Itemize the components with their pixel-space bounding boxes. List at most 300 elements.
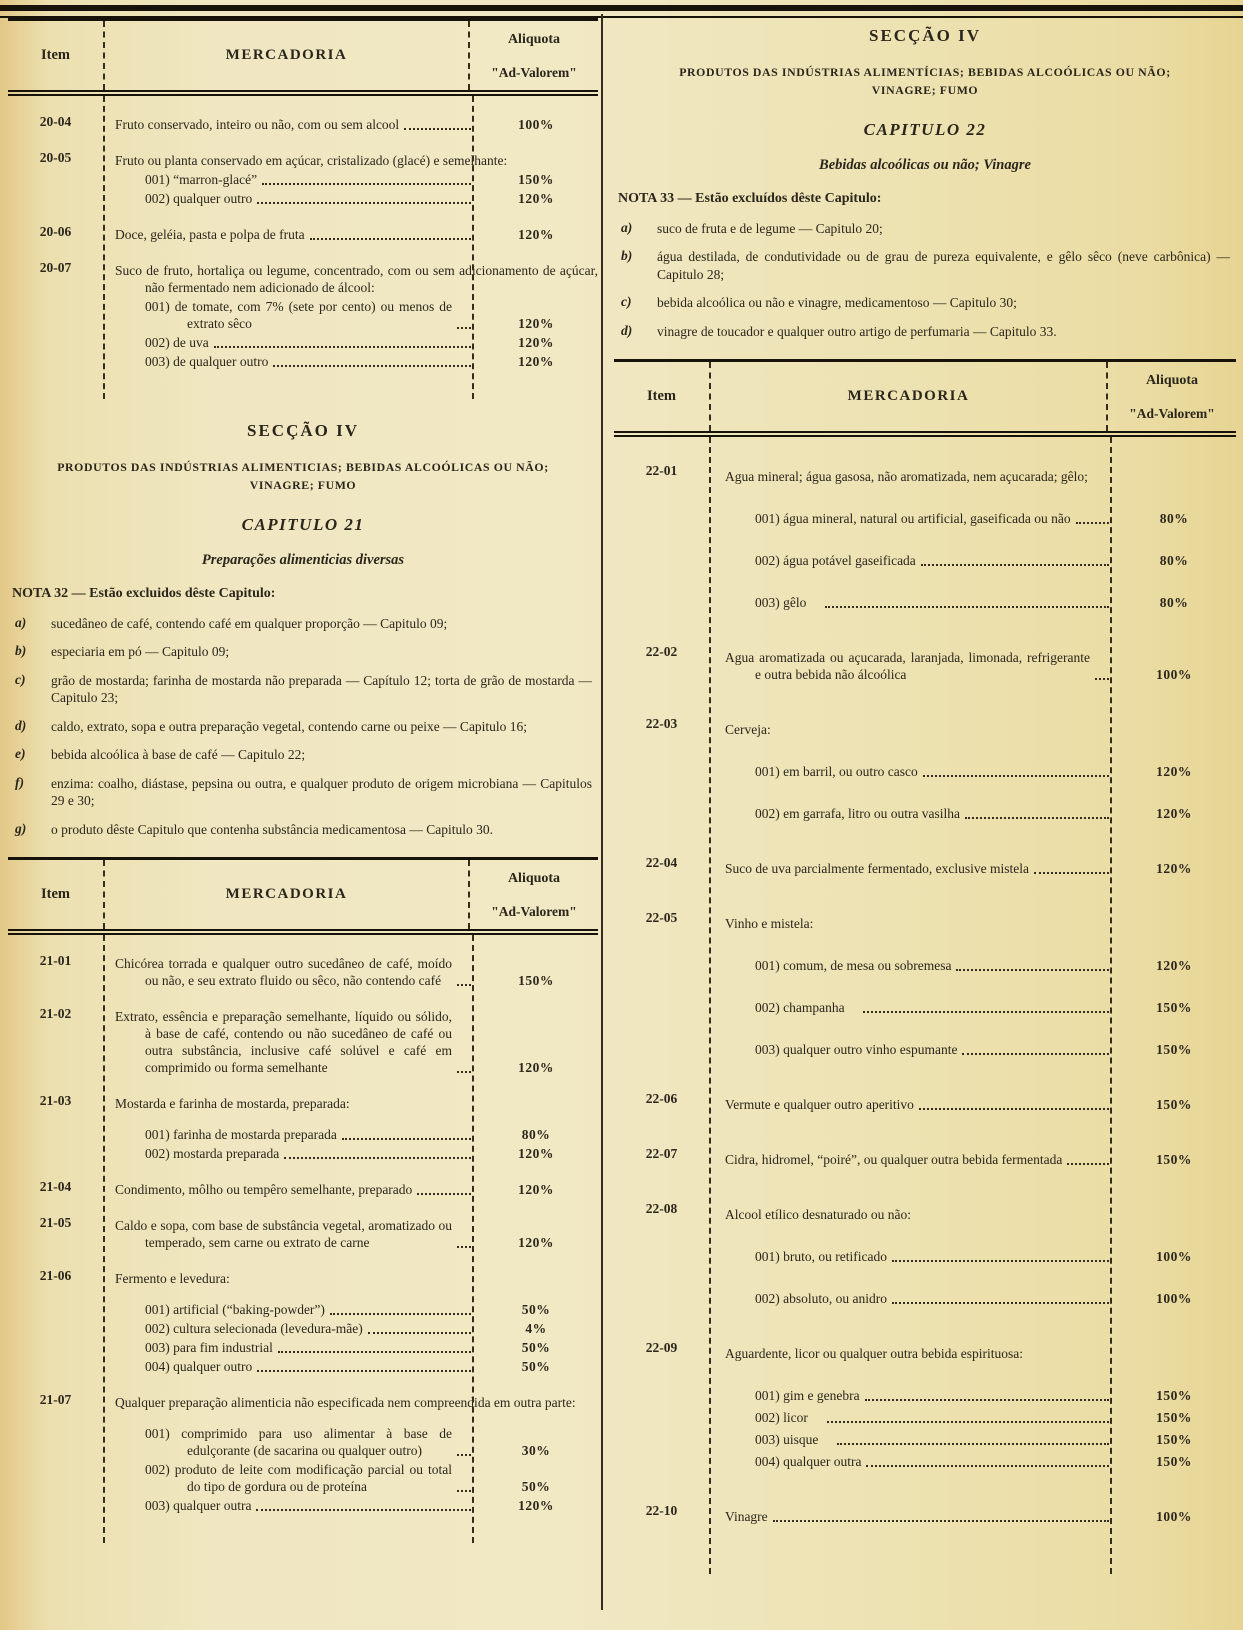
row-content (709, 644, 1236, 683)
column-divider-rule (601, 14, 603, 1610)
description-text: Fruto ou planta conservado em açúcar, cristalizado (glacé) e semelhante: (115, 153, 508, 168)
rate-value: 100% (518, 117, 554, 132)
table-row (8, 150, 598, 207)
rate-header-line1: Aliquota (507, 871, 561, 887)
table-column-rule (709, 437, 711, 1574)
sub-item (115, 1461, 598, 1495)
note-label: d) (621, 322, 633, 338)
table-column-rule (103, 935, 105, 1543)
rate-value: 80% (1159, 553, 1189, 569)
section-subtitle-line2: VINAGRE; FUMO (871, 83, 979, 98)
description-line (115, 1339, 474, 1356)
left-column (8, 18, 598, 1543)
description-text: 002) cultura selecionada (levedura-mãe) (145, 1321, 363, 1337)
description-line (115, 152, 598, 169)
description-text: 003) gêlo (755, 595, 807, 611)
item-code: 22-02 (645, 644, 678, 660)
dotted-leader (368, 1332, 471, 1334)
note-heading: NOTA 33 — Estão excluídos dêste Capitulo: (618, 190, 882, 206)
sub-item (725, 763, 1236, 780)
rate-value: 120% (518, 1182, 554, 1198)
rate-value: 30% (521, 1443, 551, 1459)
note-item (12, 643, 594, 661)
sub-item (725, 552, 1236, 569)
description-text: Suco de uva parcialmente fermentado, exclusive mistela (725, 861, 1030, 877)
merchandise-description (725, 468, 1236, 485)
rate-value: 50% (521, 1302, 551, 1318)
table-header-row (8, 860, 598, 935)
note-item (12, 672, 594, 707)
item-code: 22-09 (645, 1340, 678, 1356)
dotted-leader (1067, 1163, 1109, 1165)
description-text: 002) licor (755, 1410, 808, 1426)
description-text: 003) qualquer outro vinho espumante (755, 1042, 958, 1058)
section-subtitle (12, 458, 594, 495)
row-content (709, 716, 1236, 822)
sub-item (725, 1248, 1236, 1265)
sub-item (725, 1387, 1236, 1404)
dotted-leader (956, 969, 1109, 971)
note-label: a) (621, 219, 633, 235)
description-text: 003) de qualquer outro (145, 354, 269, 369)
rate-value: 100% (1156, 1249, 1192, 1265)
table-row (8, 1093, 598, 1162)
merchandise-description (115, 226, 598, 243)
description-text: Condimento, môlho ou tempêro semelhante, preparado (115, 1182, 413, 1198)
dotted-leader (404, 128, 471, 130)
table-header-row (8, 21, 598, 96)
note-text: vinagre de toucador e qualquer outro artigo de perfumaria — Capitulo 33. (657, 323, 1057, 339)
dotted-leader (262, 183, 471, 185)
sub-item (115, 1126, 598, 1143)
table-row (614, 1146, 1236, 1168)
rate-value: 120% (518, 191, 554, 206)
description-text: Mostarda e farinha de mostarda, preparada: (115, 1096, 350, 1112)
sub-item (115, 190, 598, 207)
chapter-title: CAPITULO 21 (241, 514, 365, 534)
description-text: 004) qualquer outra (755, 1454, 862, 1470)
dotted-leader (310, 238, 471, 240)
description-line (115, 1497, 474, 1514)
sub-item (115, 1301, 598, 1318)
description-line (115, 298, 474, 332)
description-text: 002) absoluto, ou anidro (755, 1291, 887, 1307)
sub-item (115, 1339, 598, 1356)
note-text: enzima: coalho, diástase, pepsina ou outra, e qualquer produto de origem microbiana — Capitulos 29 e 30; (51, 775, 592, 809)
description-text: 002) mostarda preparada (145, 1146, 280, 1162)
merchandise-description (725, 1096, 1236, 1113)
rate-header-line2: "Ad-Valorem" (491, 904, 577, 920)
dotted-leader (457, 327, 471, 329)
sub-item (725, 999, 1236, 1016)
description-line (115, 1095, 598, 1112)
dotted-leader (257, 1370, 471, 1372)
description-text: 001) bruto, ou retificado (755, 1249, 887, 1265)
merchandise-description (725, 915, 1236, 932)
section-heading-chapter-22 (614, 20, 1236, 359)
sub-item (115, 353, 598, 370)
tariff-table-chapter-20 (8, 18, 598, 399)
rate-value: 120% (518, 1498, 554, 1514)
description-line (725, 1409, 1112, 1426)
sub-item (115, 1497, 598, 1514)
dotted-leader (825, 606, 1109, 608)
sub-item (725, 1453, 1236, 1470)
rate-value: 80% (1159, 511, 1189, 527)
rate-value: 150% (1156, 1152, 1192, 1168)
table-column-rule (1110, 437, 1112, 1574)
merchandise-description (725, 721, 1236, 738)
item-code: 22-10 (645, 1503, 678, 1519)
merchandise-description (115, 1095, 598, 1112)
note-label: c) (15, 671, 26, 687)
table-row (8, 260, 598, 370)
chapter-subtitle: Bebidas alcoólicas ou não; Vinagre (819, 156, 1031, 173)
item-code: 22-08 (645, 1201, 678, 1217)
table-row (8, 1215, 598, 1251)
rate-value: 120% (518, 1060, 554, 1076)
section-title: SECÇÃO IV (869, 26, 981, 45)
merchandise-description (115, 955, 598, 989)
description-text: Cerveja: (725, 722, 771, 738)
merchandise-description (725, 860, 1236, 877)
rate-value: 120% (518, 1146, 554, 1162)
description-line (725, 1096, 1112, 1113)
section-heading-chapter-21 (8, 399, 598, 857)
item-code: 21-02 (39, 1006, 72, 1022)
rate-value: 120% (518, 354, 554, 369)
description-line (115, 226, 474, 243)
row-content (709, 910, 1236, 1058)
description-text: 003) para fim industrial (145, 1340, 273, 1356)
sub-item (725, 1409, 1236, 1426)
rate-value: 120% (1156, 861, 1192, 877)
dotted-leader (1095, 678, 1109, 680)
row-content (709, 1503, 1236, 1525)
dotted-leader (457, 1246, 471, 1248)
dotted-leader (457, 1071, 471, 1073)
rate-value: 120% (1156, 806, 1192, 822)
column-header-rate (470, 21, 598, 90)
description-text: Qualquer preparação alimenticia não especificada nem compreendida em outra parte: (115, 1395, 576, 1411)
rate-value: 150% (1156, 1410, 1192, 1426)
sub-item (115, 1320, 598, 1337)
sub-item (115, 171, 598, 188)
note-item (618, 294, 1232, 312)
rate-value: 120% (518, 227, 554, 242)
rate-value: 100% (1156, 1291, 1192, 1307)
section-title: SECÇÃO IV (247, 421, 359, 440)
rate-value: 150% (1156, 1432, 1192, 1448)
table-row (8, 1006, 598, 1076)
chapter-title: CAPITULO 22 (863, 119, 987, 139)
description-text: Chicórea torrada e qualquer outro sucedâneo de café, moído ou não, e seu extrato fluido ou sêco, não contendo café (115, 956, 452, 989)
note-label: g) (15, 820, 27, 836)
merchandise-description (115, 1008, 598, 1076)
merchandise-description (725, 1345, 1236, 1362)
item-code: 22-07 (645, 1146, 678, 1162)
description-text: 001) água mineral, natural ou artificial, gaseificada ou não (755, 511, 1071, 527)
dotted-leader (962, 1053, 1109, 1055)
description-text: 002) produto de leite com modificação parcial ou total do tipo de gordura ou de proteína (145, 1462, 452, 1495)
description-line (725, 1206, 1236, 1223)
description-line (115, 171, 474, 188)
item-code: 22-03 (645, 716, 678, 732)
row-content (709, 855, 1236, 877)
item-code: 21-01 (39, 953, 72, 969)
tariff-table-chapter-22 (614, 359, 1236, 1574)
description-line (725, 805, 1112, 822)
row-content (103, 1215, 598, 1251)
column-header-item: Item (41, 47, 70, 63)
table-row (614, 1340, 1236, 1470)
description-text: 001) farinha de mostarda preparada (145, 1127, 337, 1143)
row-content (709, 1091, 1236, 1113)
rate-header-line1: Aliquota (507, 32, 561, 47)
dotted-leader (457, 984, 471, 986)
description-line (115, 353, 474, 370)
description-line (115, 1181, 474, 1198)
row-content (103, 114, 598, 133)
note-item (618, 323, 1232, 341)
dotted-leader (273, 365, 471, 367)
description-line (725, 1453, 1112, 1470)
dotted-leader (837, 1443, 1109, 1445)
merchandise-description (725, 1206, 1236, 1223)
item-code: 22-01 (645, 463, 678, 479)
section-subtitle (618, 63, 1232, 100)
row-content (709, 1201, 1236, 1307)
sub-item (725, 594, 1236, 611)
note-text: bebida alcoólica ou não e vinagre, medicamentoso — Capitulo 30; (657, 295, 1017, 311)
merchandise-description (115, 1217, 598, 1251)
description-line (725, 763, 1112, 780)
description-line (115, 1126, 474, 1143)
column-header-rate (470, 860, 598, 929)
row-content (103, 953, 598, 989)
rate-value: 80% (1159, 595, 1189, 611)
table-row (8, 1268, 598, 1375)
description-line (115, 334, 474, 351)
description-text: 002) qualquer outro (145, 191, 253, 206)
description-text: Suco de fruto, hortaliça ou legume, concentrado, com ou sem adicionamento de açúcar, não fermentado nem adicionado de álcool: (115, 263, 598, 295)
dotted-leader (257, 202, 471, 204)
dotted-leader (892, 1302, 1109, 1304)
rate-value: 120% (1156, 764, 1192, 780)
description-text: Agua mineral; água gasosa, não aromatizada, nem açucarada; gêlo; (725, 469, 1088, 485)
item-code: 20-05 (39, 150, 72, 165)
note-list (618, 220, 1232, 341)
description-line (725, 1248, 1112, 1265)
note-text: o produto dêste Capitulo que contenha substância medicamentosa — Capitulo 30. (51, 821, 494, 837)
note-label: c) (621, 294, 632, 310)
dotted-leader (330, 1313, 471, 1315)
section-subtitle-line1: PRODUTOS DAS INDÚSTRIAS ALIMENTICIAS; BEBIDAS ALCOÓLICAS OU NÃO; (57, 460, 549, 474)
table-row (614, 463, 1236, 611)
note-label: b) (621, 248, 633, 264)
description-line (725, 510, 1112, 527)
row-content (103, 224, 598, 243)
row-content (103, 1179, 598, 1198)
note-item (12, 821, 594, 839)
item-code: 21-04 (39, 1179, 72, 1195)
description-line (115, 1394, 598, 1411)
rate-value: 150% (1156, 1097, 1192, 1113)
description-line (115, 1217, 474, 1251)
rate-value: 80% (521, 1127, 551, 1143)
dotted-leader (457, 1454, 471, 1456)
note-item (618, 248, 1232, 283)
table-row (614, 855, 1236, 877)
description-text: 001) de tomate, com 7% (sete por cento) ou menos de extrato sêco (145, 299, 452, 331)
description-text: Fermento e levedura: (115, 1271, 230, 1287)
merchandise-description (115, 116, 598, 133)
rate-value: 120% (518, 1235, 554, 1251)
rate-header-line2: "Ad-Valorem" (1129, 406, 1215, 422)
description-line (725, 860, 1112, 877)
item-code: 21-07 (39, 1392, 72, 1408)
description-text: 002) de uva (145, 335, 209, 350)
description-text: Caldo e sopa, com base de substância vegetal, aromatizado ou temperado, sem carne ou extrato de carne (115, 1218, 452, 1251)
row-content (709, 1340, 1236, 1470)
rate-value: 120% (518, 316, 554, 331)
description-line (115, 1425, 474, 1459)
merchandise-description (115, 152, 598, 169)
item-code: 22-04 (645, 855, 678, 871)
dotted-leader (1034, 872, 1109, 874)
sub-item (115, 1358, 598, 1375)
section-subtitle-line2: VINAGRE; FUMO (249, 478, 357, 493)
description-text: Doce, geléia, pasta e polpa de fruta (115, 227, 305, 242)
description-text: 001) em barril, ou outro casco (755, 764, 918, 780)
column-header-merchandise: MERCADORIA (103, 21, 470, 90)
description-line (725, 957, 1112, 974)
description-text: 004) qualquer outro (145, 1359, 253, 1375)
merchandise-description (725, 649, 1236, 683)
sub-item (725, 957, 1236, 974)
item-code: 21-05 (39, 1215, 72, 1231)
description-line (115, 190, 474, 207)
description-text: 002) água potável gaseificada (755, 553, 916, 569)
description-line (725, 1290, 1112, 1307)
description-line (115, 955, 474, 989)
table-row (614, 644, 1236, 683)
dotted-leader (923, 775, 1109, 777)
description-line (725, 721, 1236, 738)
description-text: Vinho e mistela: (725, 916, 814, 932)
dotted-leader (214, 346, 471, 348)
table-row (614, 1091, 1236, 1113)
description-text: Fruto conservado, inteiro ou não, com ou sem alcool (115, 117, 400, 132)
table-column-rule (103, 96, 105, 399)
note-item (12, 615, 594, 633)
description-line (115, 1358, 474, 1375)
description-text: 001) comum, de mesa ou sobremesa (755, 958, 952, 974)
rate-header-line2: "Ad-Valorem" (491, 65, 577, 80)
table-column-rule (472, 935, 474, 1543)
item-code: 20-04 (39, 114, 72, 129)
description-line (725, 999, 1112, 1016)
column-header-item: Item (41, 886, 70, 903)
rate-header-line1: Aliquota (1145, 373, 1199, 389)
table-row (8, 1392, 598, 1514)
rate-value: 150% (1156, 1000, 1192, 1016)
dotted-leader (284, 1157, 471, 1159)
description-line (725, 915, 1236, 932)
column-header-item: Item (647, 388, 676, 405)
dotted-leader (863, 1011, 1109, 1013)
rate-value: 150% (518, 973, 554, 989)
note-label: b) (15, 643, 27, 659)
dotted-leader (417, 1193, 471, 1195)
description-line (115, 1320, 474, 1337)
tariff-table-chapter-21 (8, 857, 598, 1543)
description-line (115, 262, 598, 296)
description-text: Agua aromatizada ou açucarada, laranjada, limonada, refrigerante e outra bebida não álcoólica (725, 650, 1090, 683)
dotted-leader (919, 1108, 1109, 1110)
note-heading: NOTA 32 — Estão excluidos dêste Capitulo: (12, 585, 276, 601)
note-label: e) (15, 746, 26, 762)
description-line (725, 1387, 1112, 1404)
merchandise-description (115, 1181, 598, 1198)
description-line (115, 1270, 598, 1287)
note-list (12, 615, 594, 839)
description-line (115, 1145, 474, 1162)
right-column (614, 20, 1236, 1574)
description-text: 001) comprimido para uso alimentar à base de edulçorante (de sacarina ou qualquer outro) (145, 1426, 452, 1459)
rate-value: 150% (518, 172, 554, 187)
row-content (103, 1268, 598, 1375)
note-label: f) (15, 774, 24, 790)
dotted-leader (965, 817, 1109, 819)
table-row (8, 1179, 598, 1198)
description-text: Vermute e qualquer outro aperitivo (725, 1097, 914, 1113)
rate-value: 100% (1156, 667, 1192, 683)
item-code: 21-06 (39, 1268, 72, 1284)
description-line (115, 116, 474, 133)
note-item (12, 775, 594, 810)
merchandise-description (725, 1151, 1236, 1168)
table-row (614, 716, 1236, 822)
description-line (115, 1008, 474, 1076)
description-text: 001) gim e genebra (755, 1388, 860, 1404)
description-line (725, 594, 1112, 611)
rate-value: 120% (518, 335, 554, 350)
description-text: Extrato, essência e preparação semelhante, líquido ou sólido, à base de café, contendo ou não sucedâneo de café ou outra substância, inclusive café solúvel e café em comprimido ou forma semelhante (115, 1009, 452, 1076)
item-code: 22-06 (645, 1091, 678, 1107)
item-code: 20-07 (39, 260, 72, 275)
note-text: especiaria em pó — Capitulo 09; (51, 644, 230, 660)
dotted-leader (773, 1520, 1109, 1522)
table-body (8, 96, 598, 399)
note-text: sucedâneo de café, contendo café em qualquer proporção — Capitulo 09; (51, 615, 448, 631)
dotted-leader (256, 1509, 471, 1511)
note-item (12, 746, 594, 764)
sub-item (115, 1145, 598, 1162)
sub-item (725, 1041, 1236, 1058)
description-text: 003) qualquer outra (145, 1498, 252, 1514)
dotted-leader (892, 1260, 1109, 1262)
note-item (618, 220, 1232, 238)
rate-value: 50% (521, 1479, 551, 1495)
note-label: d) (15, 717, 27, 733)
sub-item (725, 805, 1236, 822)
dotted-leader (866, 1465, 1109, 1467)
table-row (8, 114, 598, 133)
merchandise-description (725, 1508, 1236, 1525)
description-text: Vinagre (725, 1509, 768, 1525)
dotted-leader (865, 1399, 1109, 1401)
